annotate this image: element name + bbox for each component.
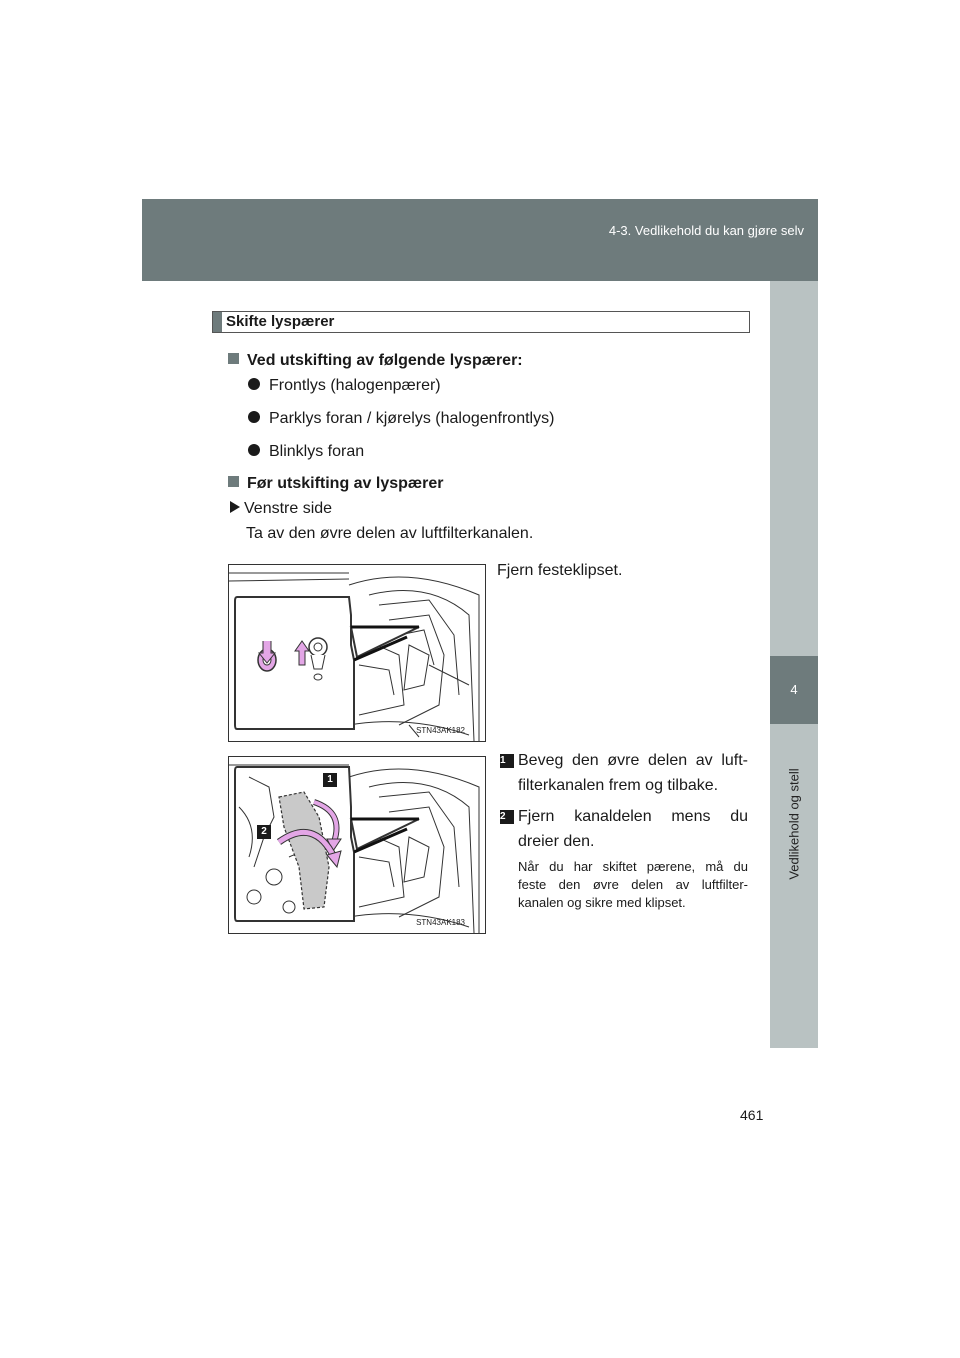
side-tab-upper: [770, 281, 818, 656]
figure-clip-removal: [228, 564, 486, 742]
figure-duct-removal: [228, 756, 486, 934]
list-item: Parklys foran / kjørelys (halogenfrontlys): [248, 410, 554, 428]
step-2-badge: 2: [500, 810, 514, 824]
section-heading: [212, 311, 750, 333]
callout-2: 2: [257, 825, 271, 839]
chapter-title: 4-3. Vedlikehold du kan gjøre selv: [608, 223, 804, 238]
square-bullet-icon: [228, 476, 239, 487]
bullet-icon: [248, 411, 260, 423]
side-tab-number: 4: [770, 656, 818, 724]
list-item: Blinklys foran: [248, 443, 364, 461]
square-bullet-icon: [228, 353, 239, 364]
figure1-caption: Fjern festeklipset.: [497, 562, 623, 579]
figure-code: STN43AK183: [416, 918, 465, 927]
engine-bay-illustration: [229, 565, 485, 741]
before-heading: Før utskifting av lyspærer: [228, 475, 444, 493]
intro-text: Ta av den øvre delen av luftfilterkanalen.: [246, 525, 534, 542]
side-tab-label: Vedlikehold og stell: [786, 768, 802, 880]
chapter-header: [142, 199, 818, 281]
triangle-arrow-icon: [230, 501, 240, 513]
step1-line1: 1 Beveg den øvre delen av luft-: [500, 752, 748, 769]
step1-line2: filterkanalen frem og tilbake.: [518, 777, 719, 794]
engine-bay-illustration: [229, 757, 485, 933]
side-label: Venstre side: [230, 500, 332, 518]
list-item: Frontlys (halogenpærer): [248, 377, 441, 395]
bullet-icon: [248, 378, 260, 390]
bullet-icon: [248, 444, 260, 456]
section-heading-bar: [213, 312, 222, 332]
step-1-badge: 1: [500, 754, 514, 768]
page-number: 461: [740, 1107, 764, 1123]
section-heading-label: Skifte lyspærer: [226, 313, 335, 330]
replacement-heading: Ved utskifting av følgende lyspærer:: [228, 352, 523, 370]
step2-line1: 2 Fjern kanaldelen mens du: [500, 808, 748, 825]
note-line3: kanalen og sikre med klipset.: [518, 895, 686, 910]
note-line1: Når du har skiftet pærene, må du: [518, 859, 748, 874]
note-line2: feste den øvre delen av luftfilter-: [518, 877, 748, 892]
side-tab-label-box: [770, 724, 818, 924]
figure-code: STN43AK182: [416, 726, 465, 735]
step2-line2: dreier den.: [518, 833, 595, 850]
callout-1: 1: [323, 773, 337, 787]
